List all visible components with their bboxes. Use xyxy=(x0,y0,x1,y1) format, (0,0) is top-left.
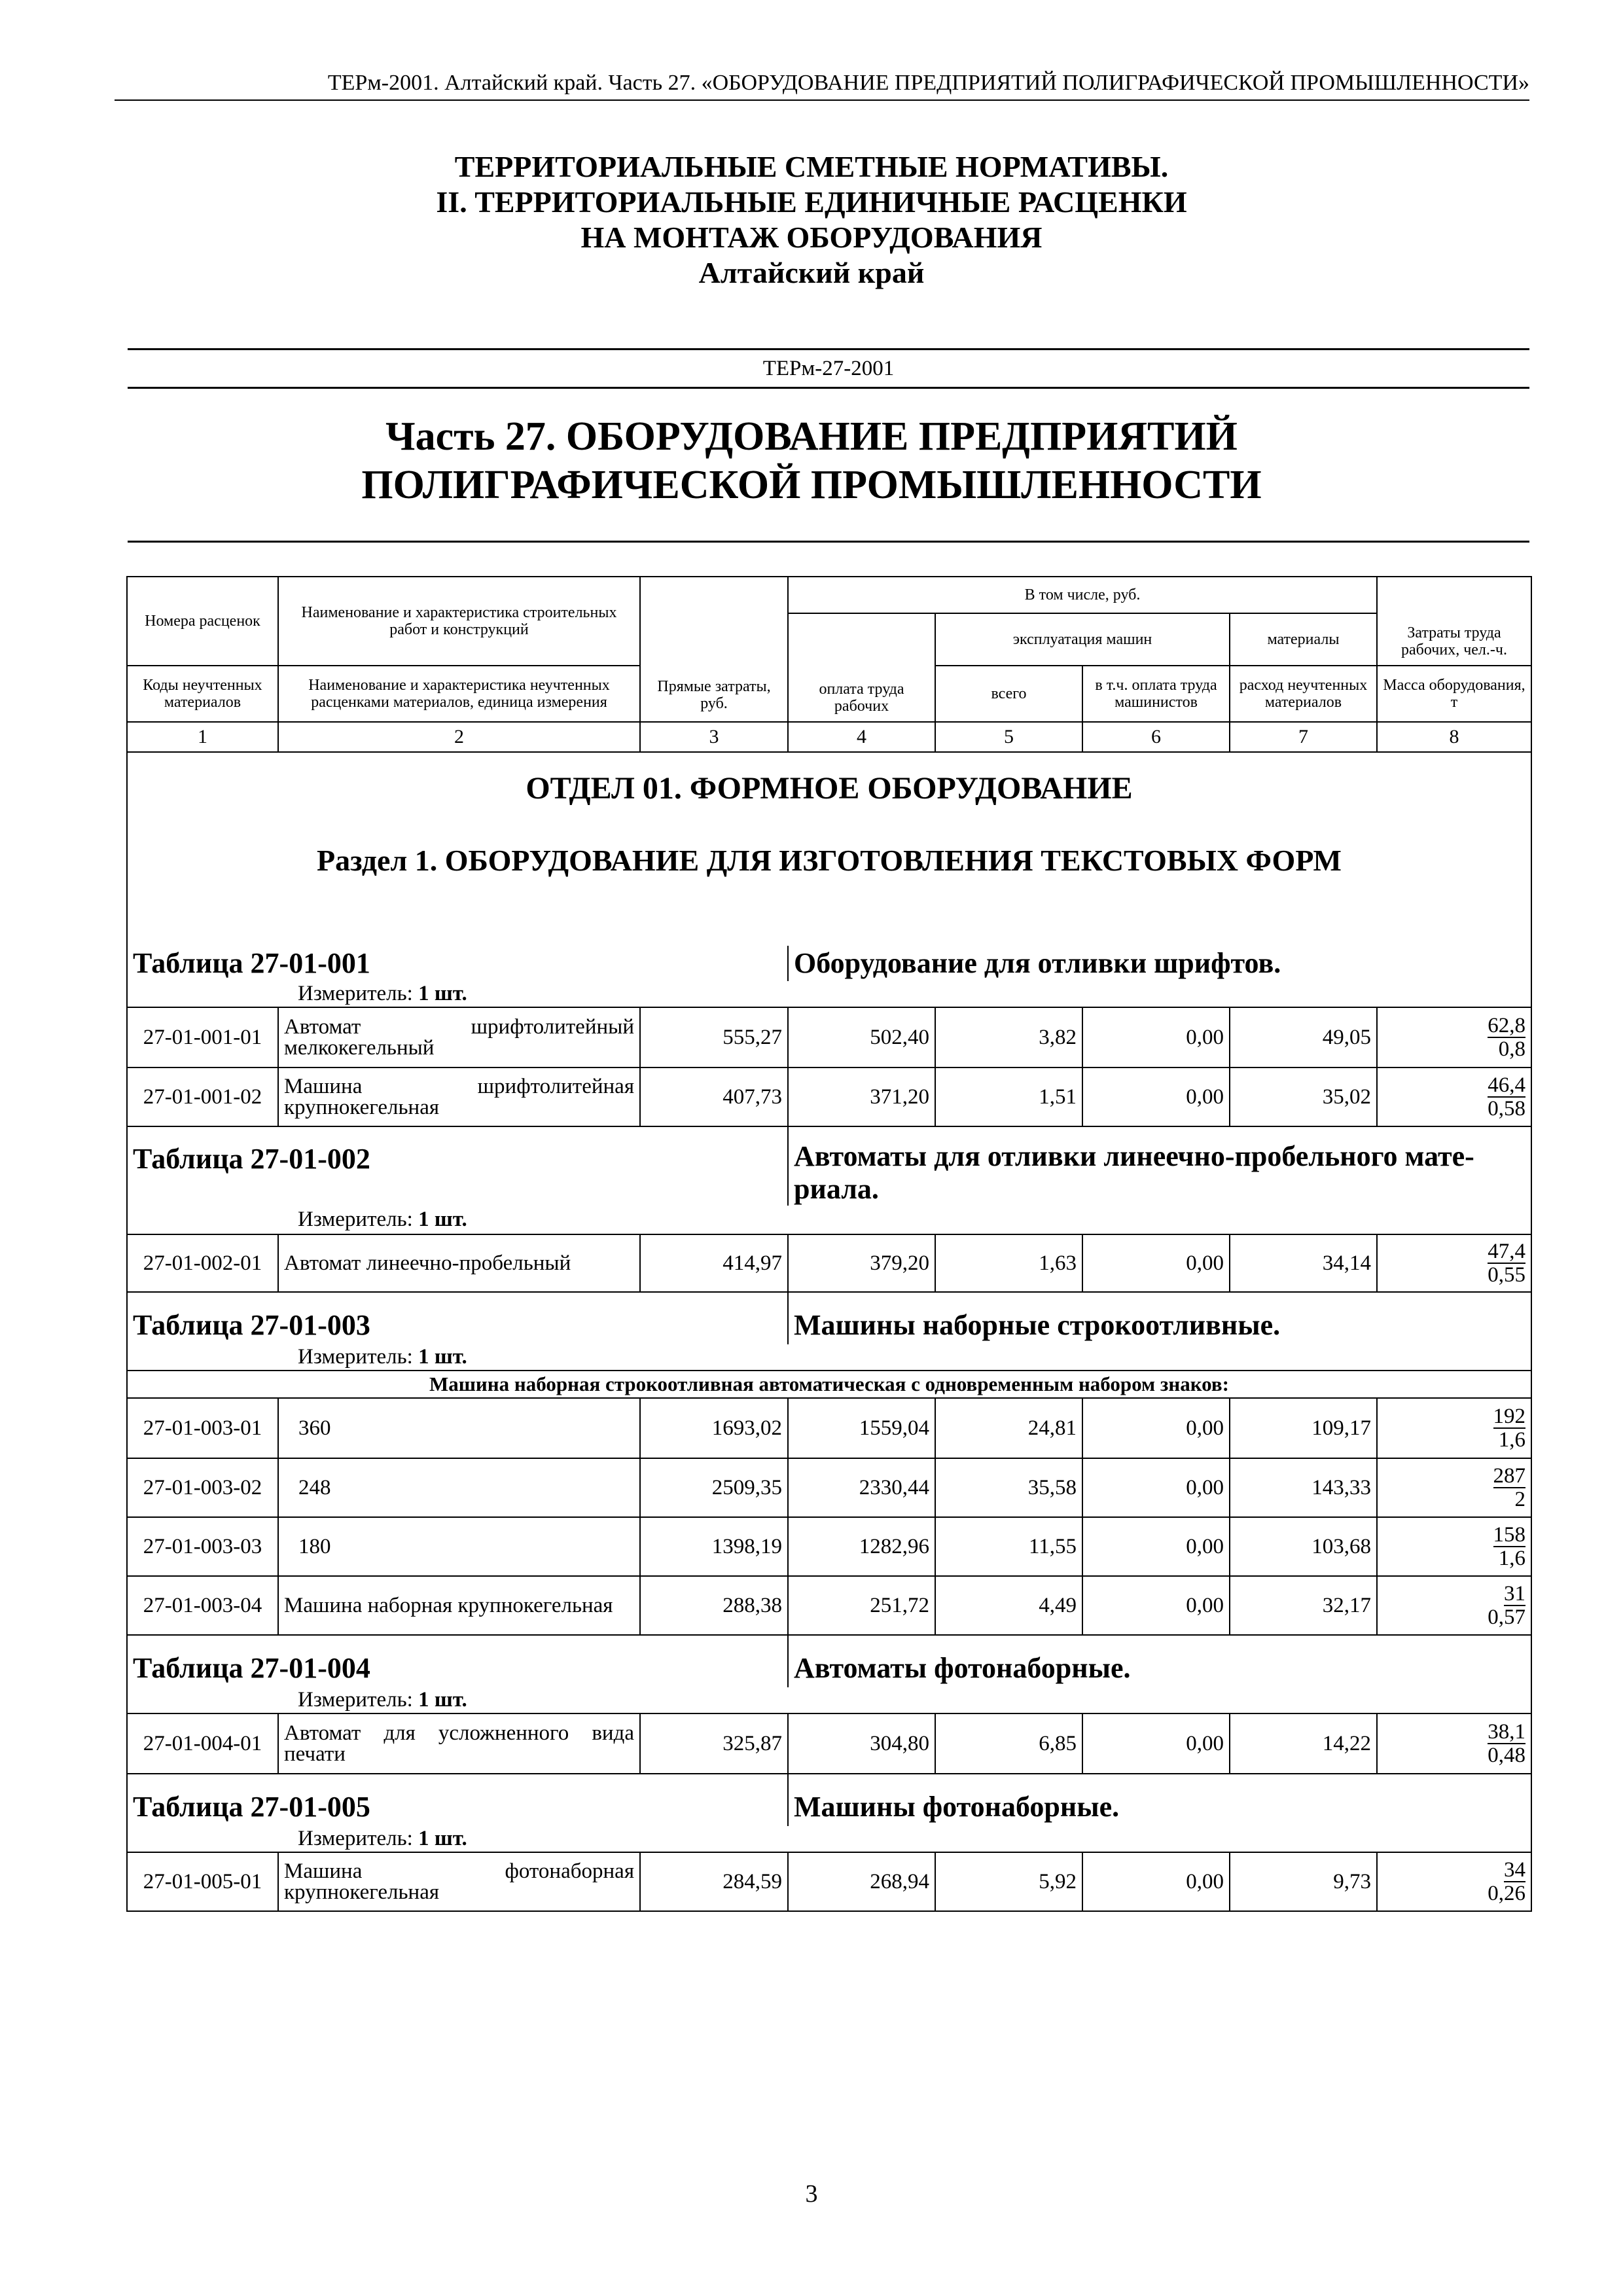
col-number: 7 xyxy=(1230,722,1377,752)
table-row: 27-01-001-02 Машина шрифтолитейная крупнокегельная 407,73 371,20 1,51 0,00 35,02 46,4 0,58 xyxy=(127,1067,1531,1126)
table-row: 27-01-003-04 Машина наборная крупнокегельная 288,38 251,72 4,49 0,00 32,17 31 0,57 xyxy=(127,1576,1531,1635)
section-heading: Раздел 1. ОБОРУДОВАНИЕ ДЛЯ ИЗГОТОВЛЕНИЯ ТЕКСТОВЫХ ФОРМ xyxy=(127,824,1531,896)
col-materials-unaccounted: расход неучтенных материалов xyxy=(1230,666,1377,722)
column-numbers-row xyxy=(127,722,1531,752)
document-code: ТЕРм-27-2001 xyxy=(128,348,1529,389)
part-title-line-1: Часть 27. ОБОРУДОВАНИЕ ПРЕДПРИЯТИЙ xyxy=(385,414,1238,459)
table-title: Таблица 27-01-002 xyxy=(127,1126,788,1206)
table-row: 27-01-002-01 Автомат линеечно-пробельный 414,97 379,20 1,63 0,00 34,14 47,4 0,55 xyxy=(127,1234,1531,1292)
col-number: 8 xyxy=(1377,722,1531,752)
part-title-line-2: ПОЛИГРАФИЧЕСКОЙ ПРОМЫШЛЕННОСТИ xyxy=(361,463,1262,507)
table-row: 27-01-003-03 180 1398,19 1282,96 11,55 0,00 103,68 158 1,6 xyxy=(127,1517,1531,1576)
table-row: 27-01-005-01 Машина фотонаборная крупнокегельная 284,59 268,94 5,92 0,00 9,73 34 0,26 xyxy=(127,1852,1531,1911)
col-unaccounted-codes: Коды неучтенных материалов xyxy=(127,666,278,722)
title-line-4: Алтайский край xyxy=(698,256,925,289)
col-labor-costs: Затраты труда рабочих, чел.-ч. xyxy=(1377,577,1531,666)
measure-line: Измеритель: 1 шт. xyxy=(127,981,1531,1007)
measure-line: Измеритель: 1 шт. xyxy=(127,1206,1531,1234)
table-description: Автоматы фотонаборные. xyxy=(788,1635,1531,1687)
col-number: 4 xyxy=(788,722,935,752)
col-unaccounted-names: Наименование и характеристика неучтенных расценками материалов, единица измерения xyxy=(278,666,640,722)
table-description: Машины фотонаборные. xyxy=(788,1774,1531,1826)
measure-line: Измеритель: 1 шт. xyxy=(127,1344,1531,1371)
part-title xyxy=(0,412,1623,509)
measure-line: Измеритель: 1 шт. xyxy=(127,1687,1531,1713)
divider xyxy=(128,541,1529,543)
department-heading: ОТДЕЛ 01. ФОРМНОЕ ОБОРУДОВАНИЕ xyxy=(127,752,1531,824)
col-labor-pay: оплата труда рабочих xyxy=(788,613,935,722)
table-title: Таблица 27-01-001 xyxy=(127,946,788,981)
col-rate-numbers: Номера расценок xyxy=(127,577,278,666)
page-number: 3 xyxy=(805,2180,818,2208)
table-description: Автоматы для отливки линеечно-пробельного мате- риала. xyxy=(788,1126,1531,1206)
col-number: 3 xyxy=(640,722,788,752)
title-line-2: II. ТЕРРИТОРИАЛЬНЫЕ ЕДИНИЧНЫЕ РАСЦЕНКИ xyxy=(436,185,1187,219)
table-title: Таблица 27-01-005 xyxy=(127,1774,788,1826)
title-line-3: НА МОНТАЖ ОБОРУДОВАНИЯ xyxy=(580,221,1043,254)
col-direct-costs: Прямые затраты, руб. xyxy=(640,577,788,722)
table-row: 27-01-001-01 Автомат шрифтолитейный мелкокегельный 555,27 502,40 3,82 0,00 49,05 62,8 0,8 xyxy=(127,1007,1531,1067)
table-description: Оборудование для отливки шрифтов. xyxy=(788,946,1531,981)
measure-line: Измеритель: 1 шт. xyxy=(127,1826,1531,1852)
table-title: Таблица 27-01-003 xyxy=(127,1292,788,1344)
col-work-name: Наименование и характеристика строительных работ и конструкций xyxy=(278,577,640,666)
table-subheader: Машина наборная строкоотливная автоматическая с одновременным набором знаков: xyxy=(127,1371,1531,1398)
table-row: 27-01-003-02 248 2509,35 2330,44 35,58 0,00 143,33 287 2 xyxy=(127,1458,1531,1517)
document-title xyxy=(0,149,1623,291)
table-description: Машины наборные строкоотливные. xyxy=(788,1292,1531,1344)
col-number: 6 xyxy=(1082,722,1230,752)
col-number: 1 xyxy=(127,722,278,752)
col-materials: материалы xyxy=(1230,613,1377,666)
col-machinist-pay: в т.ч. оплата труда машинистов xyxy=(1082,666,1230,722)
col-number: 5 xyxy=(935,722,1082,752)
title-line-1: ТЕРРИТОРИАЛЬНЫЕ СМЕТНЫЕ НОРМАТИВЫ. xyxy=(454,150,1169,183)
col-equipment-mass: Масса оборудования, т xyxy=(1377,666,1531,722)
rates-table xyxy=(126,576,1532,1912)
col-including: В том числе, руб. xyxy=(788,577,1377,613)
table-row: 27-01-004-01 Автомат для усложненного вида печати 325,87 304,80 6,85 0,00 14,22 38,1 0,48 xyxy=(127,1713,1531,1774)
col-number: 2 xyxy=(278,722,640,752)
col-machines: эксплуатация машин xyxy=(935,613,1230,666)
col-machines-total: всего xyxy=(935,666,1082,722)
running-header: ТЕРм-2001. Алтайский край. Часть 27. «ОБОРУДОВАНИЕ ПРЕДПРИЯТИЙ ПОЛИГРАФИЧЕСКОЙ ПРОМЫШЛЕННОСТИ» xyxy=(115,71,1529,101)
table-title: Таблица 27-01-004 xyxy=(127,1635,788,1687)
table-row: 27-01-003-01 360 1693,02 1559,04 24,81 0,00 109,17 192 1,6 xyxy=(127,1398,1531,1458)
